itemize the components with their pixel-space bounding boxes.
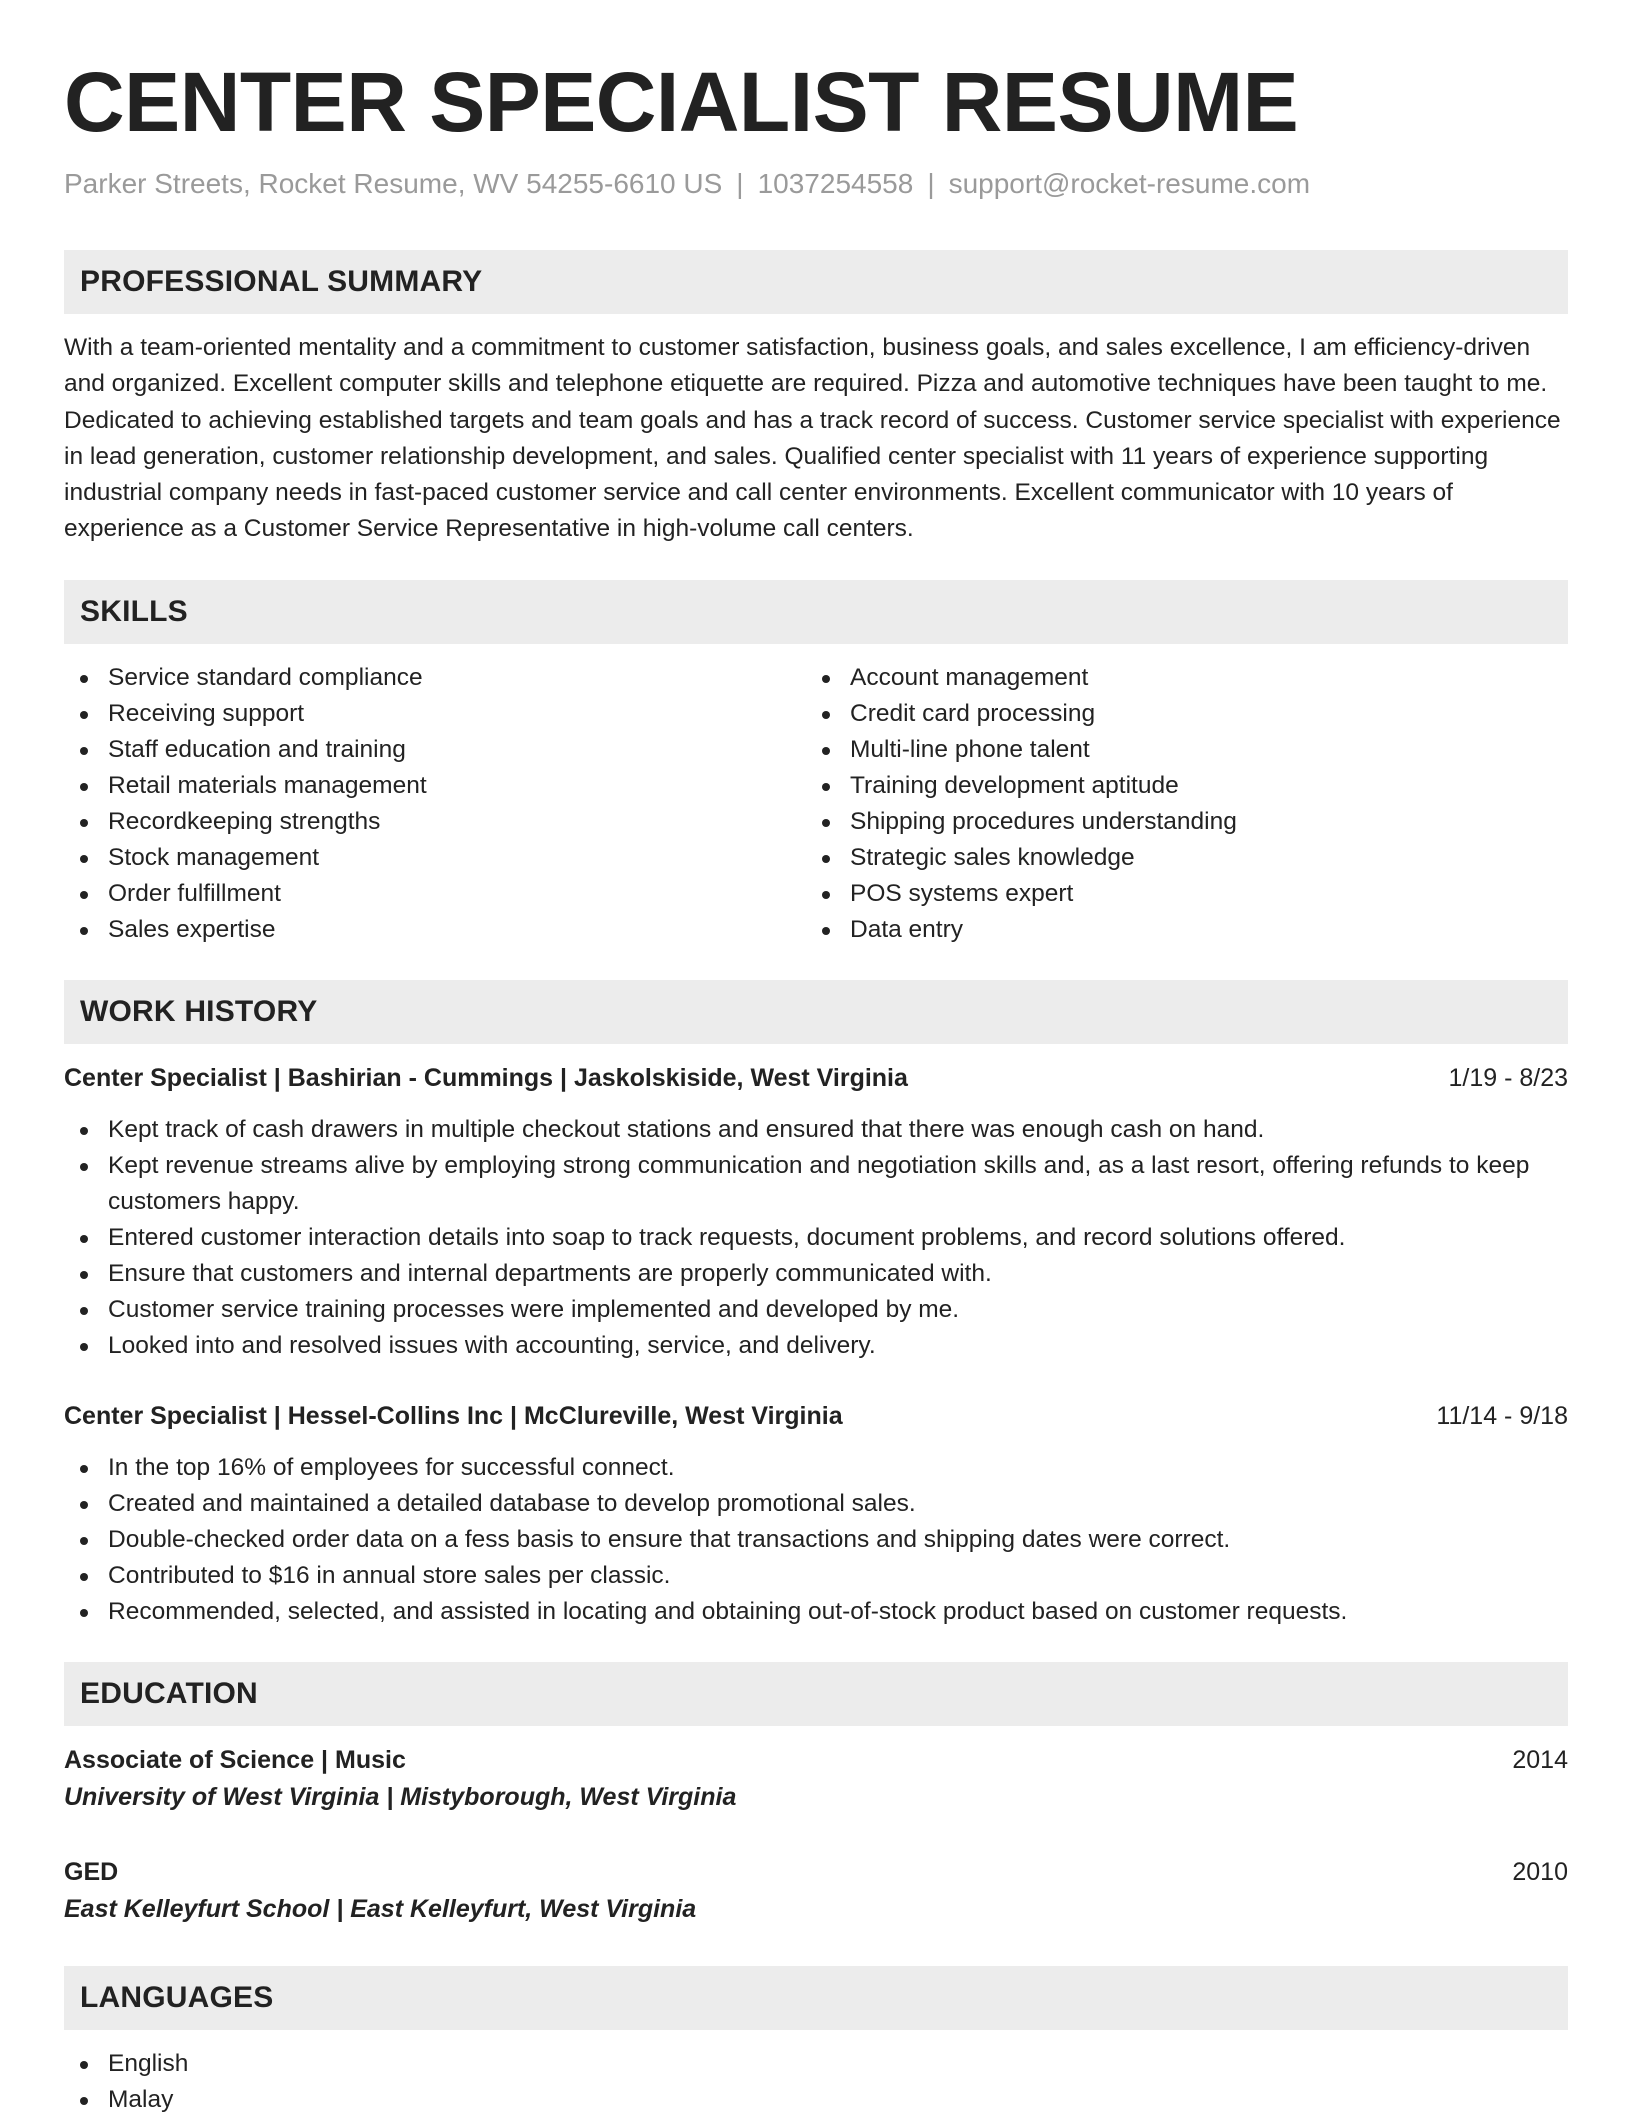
section-title: EDUCATION xyxy=(80,1676,258,1710)
education-header xyxy=(64,1742,1568,1778)
section-title: SKILLS xyxy=(80,594,188,628)
skill-item: Shipping procedures understanding xyxy=(806,804,1548,840)
job-dates: 11/14 - 9/18 xyxy=(1436,1401,1568,1430)
skills-grid xyxy=(64,660,1568,948)
job-bullet: Double-checked order data on a fess basis to ensure that transactions and shipping dates were correct. xyxy=(64,1522,1568,1558)
language-item: English xyxy=(64,2046,1568,2082)
language-item: Malay xyxy=(64,2082,1568,2118)
job-bullet: Entered customer interaction details into soap to track requests, document problems, and record solutions offered. xyxy=(64,1220,1568,1256)
job-bullet: Recommended, selected, and assisted in locating and obtaining out-of-stock product based on customer requests. xyxy=(64,1594,1568,1630)
skill-item: Credit card processing xyxy=(806,696,1548,732)
education-header xyxy=(64,1854,1568,1890)
skill-item: Staff education and training xyxy=(64,732,806,768)
skill-item: Data entry xyxy=(806,912,1548,948)
job-header xyxy=(64,1060,1568,1096)
section-header-work-history xyxy=(64,980,1568,1044)
language-list xyxy=(64,2046,1568,2118)
education-year: 2010 xyxy=(1512,1857,1568,1886)
education-school: University of West Virginia | Mistyborough, West Virginia xyxy=(64,1782,737,1811)
section-header-education xyxy=(64,1662,1568,1726)
education-year: 2014 xyxy=(1512,1745,1568,1774)
contact-line xyxy=(64,166,1568,202)
job-entry xyxy=(64,1398,1568,1630)
education-degree: GED xyxy=(64,1857,119,1886)
education-entry xyxy=(64,1742,1568,1816)
job-bullet: Created and maintained a detailed database to develop promotional sales. xyxy=(64,1486,1568,1522)
section-header-languages xyxy=(64,1966,1568,2030)
job-bullet: Ensure that customers and internal departments are properly communicated with. xyxy=(64,1256,1568,1292)
section-title: WORK HISTORY xyxy=(80,994,318,1028)
skill-item: Stock management xyxy=(64,840,806,876)
job-bullet: Customer service training processes were implemented and developed by me. xyxy=(64,1292,1568,1328)
job-title: Center Specialist | Bashirian - Cummings | Jaskolskiside, West Virginia xyxy=(64,1063,908,1092)
skill-item: Order fulfillment xyxy=(64,876,806,912)
education-degree: Associate of Science | Music xyxy=(64,1745,406,1774)
job-bullet: Kept track of cash drawers in multiple checkout stations and ensured that there was enough cash on hand. xyxy=(64,1112,1568,1148)
job-entry xyxy=(64,1060,1568,1364)
job-bullet: Contributed to $16 in annual store sales per classic. xyxy=(64,1558,1568,1594)
section-header-summary xyxy=(64,250,1568,314)
job-header xyxy=(64,1398,1568,1434)
skill-item: Recordkeeping strengths xyxy=(64,804,806,840)
skill-item: POS systems expert xyxy=(806,876,1548,912)
skill-item: Strategic sales knowledge xyxy=(806,840,1548,876)
contact-separator: | xyxy=(927,168,935,199)
skills-column-left xyxy=(64,660,806,948)
contact-address: Parker Streets, Rocket Resume, WV 54255-6610 US xyxy=(64,168,723,199)
section-title: LANGUAGES xyxy=(80,1980,274,2014)
skill-item: Account management xyxy=(806,660,1548,696)
skill-item: Receiving support xyxy=(64,696,806,732)
contact-email: support@rocket-resume.com xyxy=(948,168,1311,199)
job-bullet: In the top 16% of employees for successful connect. xyxy=(64,1450,1568,1486)
education-entry xyxy=(64,1854,1568,1928)
job-dates: 1/19 - 8/23 xyxy=(1448,1063,1568,1092)
job-bullet: Looked into and resolved issues with accounting, service, and delivery. xyxy=(64,1328,1568,1364)
skill-item: Service standard compliance xyxy=(64,660,806,696)
skills-column-right xyxy=(806,660,1548,948)
contact-phone: 1037254558 xyxy=(757,168,914,199)
job-bullet: Kept revenue streams alive by employing strong communication and negotiation skills and, as a last resort, offering refunds to keep customers happy. xyxy=(64,1148,1568,1220)
job-title: Center Specialist | Hessel-Collins Inc | McClureville, West Virginia xyxy=(64,1401,843,1430)
skill-item: Training development aptitude xyxy=(806,768,1548,804)
job-bullet-list xyxy=(64,1450,1568,1630)
section-title: PROFESSIONAL SUMMARY xyxy=(80,265,483,298)
summary-paragraph: With a team-oriented mentality and a commitment to customer satisfaction, business goals, and sales excellence, I am efficiency-driven and organized. Excellent computer skills and telephone etiquette are required. Pizza and automotive techniques have been taught to me. Dedicated to achieving established targets and team goals and has a track record of success. Customer service specialist with experience in lead generation, customer relationship development, and sales. Qualified center specialist with 11 years of experience supporting industrial company needs in fast-paced customer service and call center environments. Excellent communicator with 10 years of experience as a Customer Service Representative in high-volume call centers. xyxy=(64,334,1561,543)
education-school: East Kelleyfurt School | East Kelleyfurt, West Virginia xyxy=(64,1894,697,1923)
skill-item: Retail materials management xyxy=(64,768,806,804)
contact-separator: | xyxy=(736,168,744,199)
skill-item: Multi-line phone talent xyxy=(806,732,1548,768)
skill-item: Sales expertise xyxy=(64,912,806,948)
job-bullet-list xyxy=(64,1112,1568,1364)
resume-page xyxy=(64,52,1568,2118)
resume-title: CENTER SPECIALIST RESUME xyxy=(64,55,1299,149)
section-header-skills xyxy=(64,580,1568,644)
